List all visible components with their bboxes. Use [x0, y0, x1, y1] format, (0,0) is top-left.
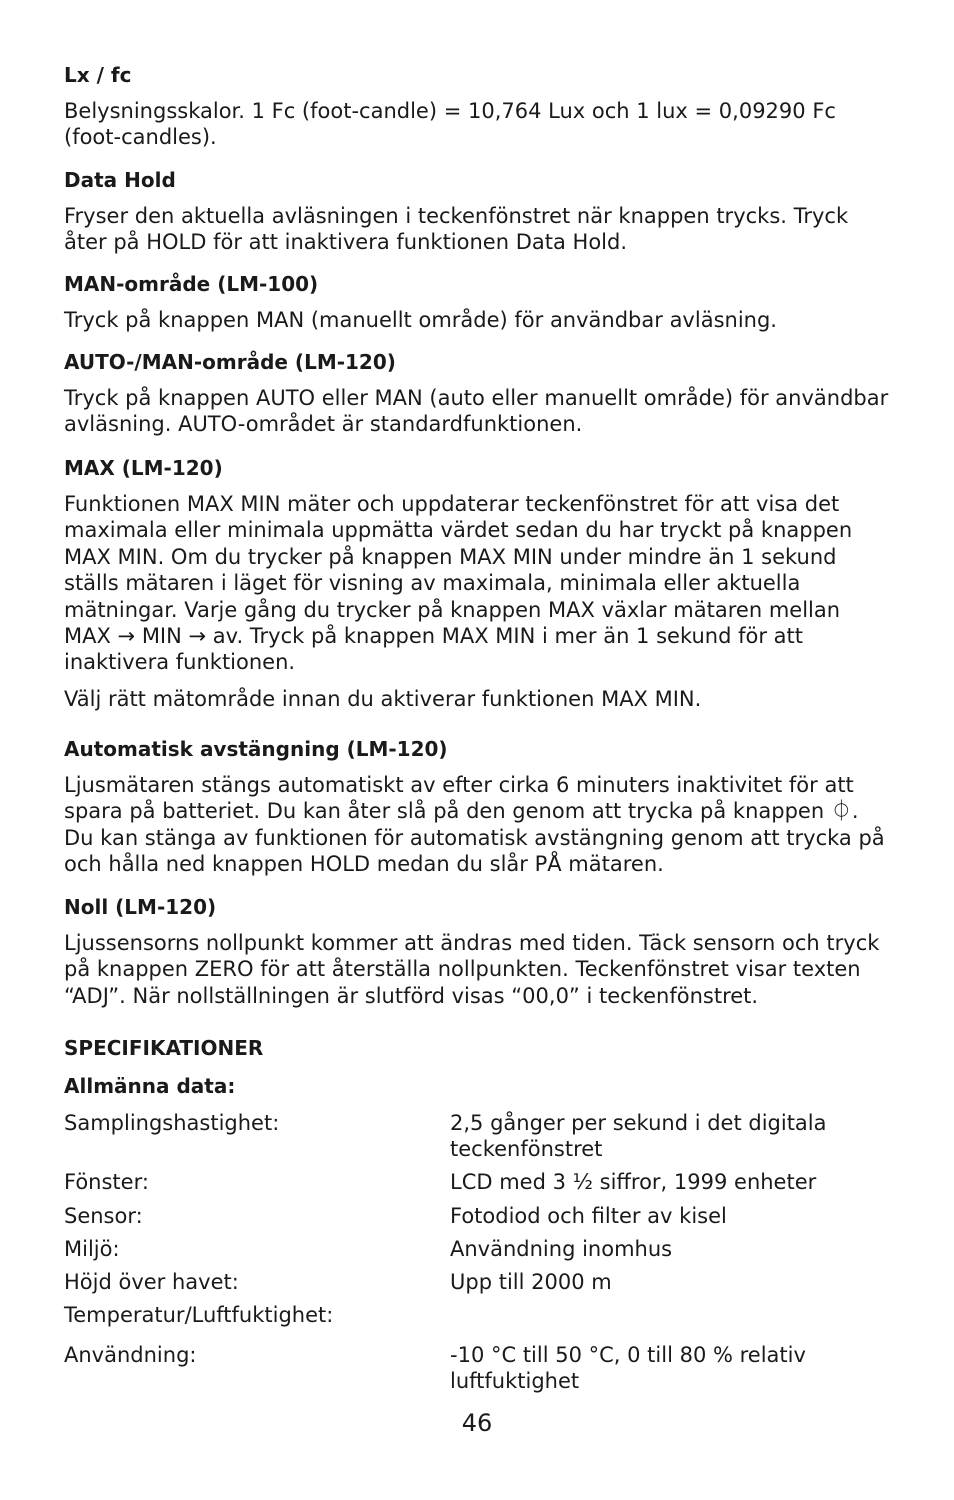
- spec-value: Upp till 2000 m: [450, 1270, 612, 1294]
- section-text: Ljusmätaren stängs automatiskt av efter cirka 6 minuters inaktivitet för att spara på batteriet. Du kan åter slå på den genom att trycka på knappen ⏀. Du kan stänga av funktionen för automatisk avstängning genom att trycka på och hålla ned knappen HOLD medan du slår PÅ mätaren.: [64, 773, 885, 877]
- section-heading: MAN-område (LM-100): [64, 272, 319, 296]
- section-heading: MAX (LM-120): [64, 456, 223, 480]
- section-data-hold: [64, 167, 890, 256]
- section-text: Ljussensorns nollpunkt kommer att ändras med tiden. Täck sensorn och tryck på knappen ZERO för att återställa nollpunkten. Teckenfönstret visar texten “ADJ”. När nollställningen är slutförd visas “00,0” i teckenfönstret.: [64, 931, 880, 1008]
- spec-value: -10 °C till 50 °C, 0 till 80 % relativ luftfuktighet: [450, 1343, 806, 1394]
- spec-row: [64, 1110, 890, 1164]
- spec-label: Miljö:: [64, 1237, 120, 1261]
- section-heading: Lx / fc: [64, 63, 132, 87]
- page-number: 46: [461, 1409, 493, 1437]
- section-text: Tryck på knappen MAN (manuellt område) för användbar avläsning.: [64, 308, 777, 332]
- specs-subtitle-block: [64, 1073, 890, 1099]
- spec-value: 2,5 gånger per sekund i det digitala teckenfönstret: [450, 1111, 827, 1162]
- spec-label: Användning:: [64, 1343, 197, 1367]
- spec-label: Samplingshastighet:: [64, 1111, 280, 1135]
- section-text: Funktionen MAX MIN mäter och uppdaterar teckenfönstret för att visa det maximala eller minimala uppmätta värdet sedan du har tryckt på knappen MAX MIN. Om du trycker på knappen MAX MIN under mindre än 1 sekund ställs mätaren i läget för visning av maximala, minimala eller aktuella mätningar. Varje gång du trycker på knappen MAX växlar mätaren mellan MAX → MIN → av. Tryck på knappen MAX MIN i mer än 1 sekund för att inaktivera funktionen.: [64, 492, 853, 675]
- section-heading: Noll (LM-120): [64, 895, 217, 919]
- section-text: Tryck på knappen AUTO eller MAN (auto eller manuellt område) för användbar avläsning. AUTO-området är standardfunktionen.: [64, 386, 889, 437]
- section-max: [64, 455, 890, 712]
- spec-label: Höjd över havet:: [64, 1270, 239, 1294]
- spec-value: LCD med 3 ½ siffror, 1999 enheter: [450, 1170, 817, 1194]
- section-lx-fc: [64, 62, 890, 151]
- section-heading: Automatisk avstängning (LM-120): [64, 737, 448, 761]
- section-man-range: [64, 271, 890, 333]
- spec-label: Fönster:: [64, 1170, 149, 1194]
- section-text: Belysningsskalor. 1 Fc (foot-candle) = 10,764 Lux och 1 lux = 0,09290 Fc (foot-candles).: [64, 99, 836, 150]
- spec-label: Temperatur/Luftfuktighet:: [64, 1303, 334, 1327]
- spec-value: Fotodiod och filter av kisel: [450, 1204, 727, 1228]
- section-auto-power-off: [64, 736, 890, 878]
- section-heading: AUTO-/MAN-område (LM-120): [64, 350, 396, 374]
- section-heading: Data Hold: [64, 168, 176, 192]
- section-zero: [64, 894, 890, 1009]
- specs-title-block: [64, 1035, 890, 1061]
- specs-title: SPECIFIKATIONER: [64, 1036, 264, 1060]
- specs-subtitle: Allmänna data:: [64, 1074, 236, 1098]
- section-text: Fryser den aktuella avläsningen i teckenfönstret när knappen trycks. Tryck åter på HOLD för att inaktivera funktionen Data Hold.: [64, 204, 849, 255]
- section-text: Välj rätt mätområde innan du aktiverar funktionen MAX MIN.: [64, 686, 702, 711]
- spec-value: Användning inomhus: [450, 1237, 673, 1261]
- spec-label: Sensor:: [64, 1204, 143, 1228]
- section-auto-man-range: [64, 349, 890, 438]
